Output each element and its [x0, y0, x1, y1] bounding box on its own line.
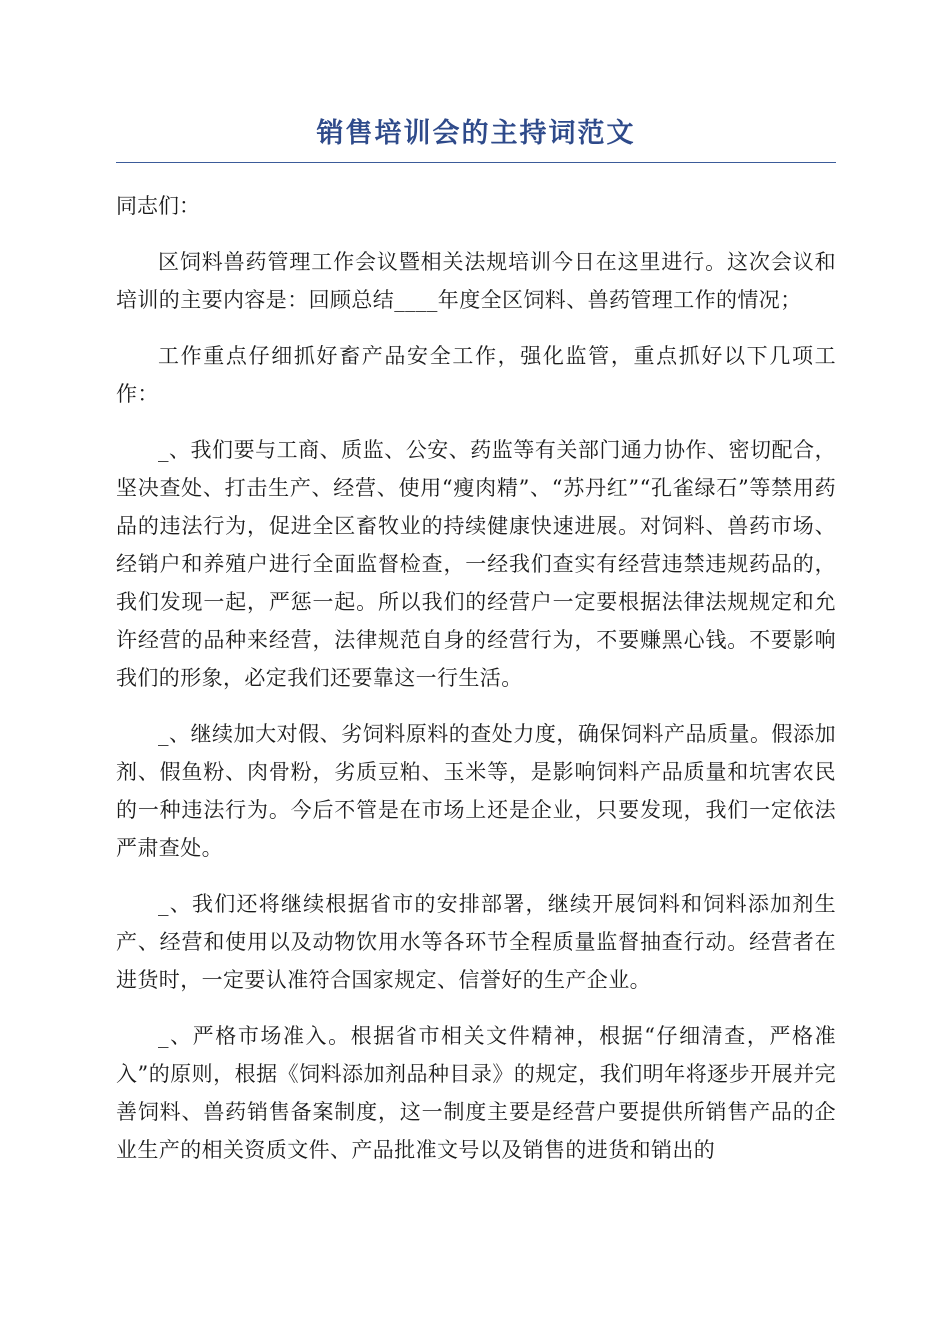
document-page [116, 112, 836, 1169]
paragraph-item-1: _、我们要与工商、质监、公安、药监等有关部门通力协作、密切配合，坚决查处、打击生产、经营、使用“瘦肉精”、“苏丹红”“孔雀绿石”等禁用药品的违法行为，促进全区畜牧业的持续健康快速进展。对饲料、兽药市场、经销户和养殖户进行全面监督检查，一经我们查实有经营违禁违规药品的，我们发现一起，严惩一起。所以我们的经营户一定要根据法律法规规定和允许经营的品种来经营，法律规范自身的经营行为，不要赚黑心钱。不要影响我们的形象，必定我们还要靠这一行生活。 [116, 438, 836, 690]
paragraph-item-4: _、严格市场准入。根据省市相关文件精神，根据“仔细清查，严格准入”的原则，根据《饲料添加剂品种目录》的规定，我们明年将逐步开展并完善饲料、兽药销售备案制度，这一制度主要是经营户要提供所销售产品的企业生产的相关资质文件、产品批准文号以及销售的进货和销出的 [116, 1024, 836, 1162]
document-title: 销售培训会的主持词范文 [116, 112, 836, 163]
paragraph-focus: 工作重点仔细抓好畜产品安全工作，强化监管，重点抓好以下几项工作： [116, 344, 836, 406]
paragraph-item-3: _、我们还将继续根据省市的安排部署，继续开展饲料和饲料添加剂生产、经营和使用以及动物饮用水等各环节全程质量监督抽查行动。经营者在进货时，一定要认准符合国家规定、信誉好的生产企业。 [116, 892, 836, 992]
paragraph-item-2: _、继续加大对假、劣饲料原料的查处力度，确保饲料产品质量。假添加剂、假鱼粉、肉骨粉，劣质豆粕、玉米等，是影响饲料产品质量和坑害农民的一种违法行为。今后不管是在市场上还是企业，只要发现，我们一定依法严肃查处。 [116, 722, 836, 860]
paragraph-intro: 区饲料兽药管理工作会议暨相关法规培训今日在这里进行。这次会议和培训的主要内容是：回顾总结____年度全区饲料、兽药管理工作的情况； [116, 250, 836, 312]
greeting: 同志们： [116, 194, 200, 218]
